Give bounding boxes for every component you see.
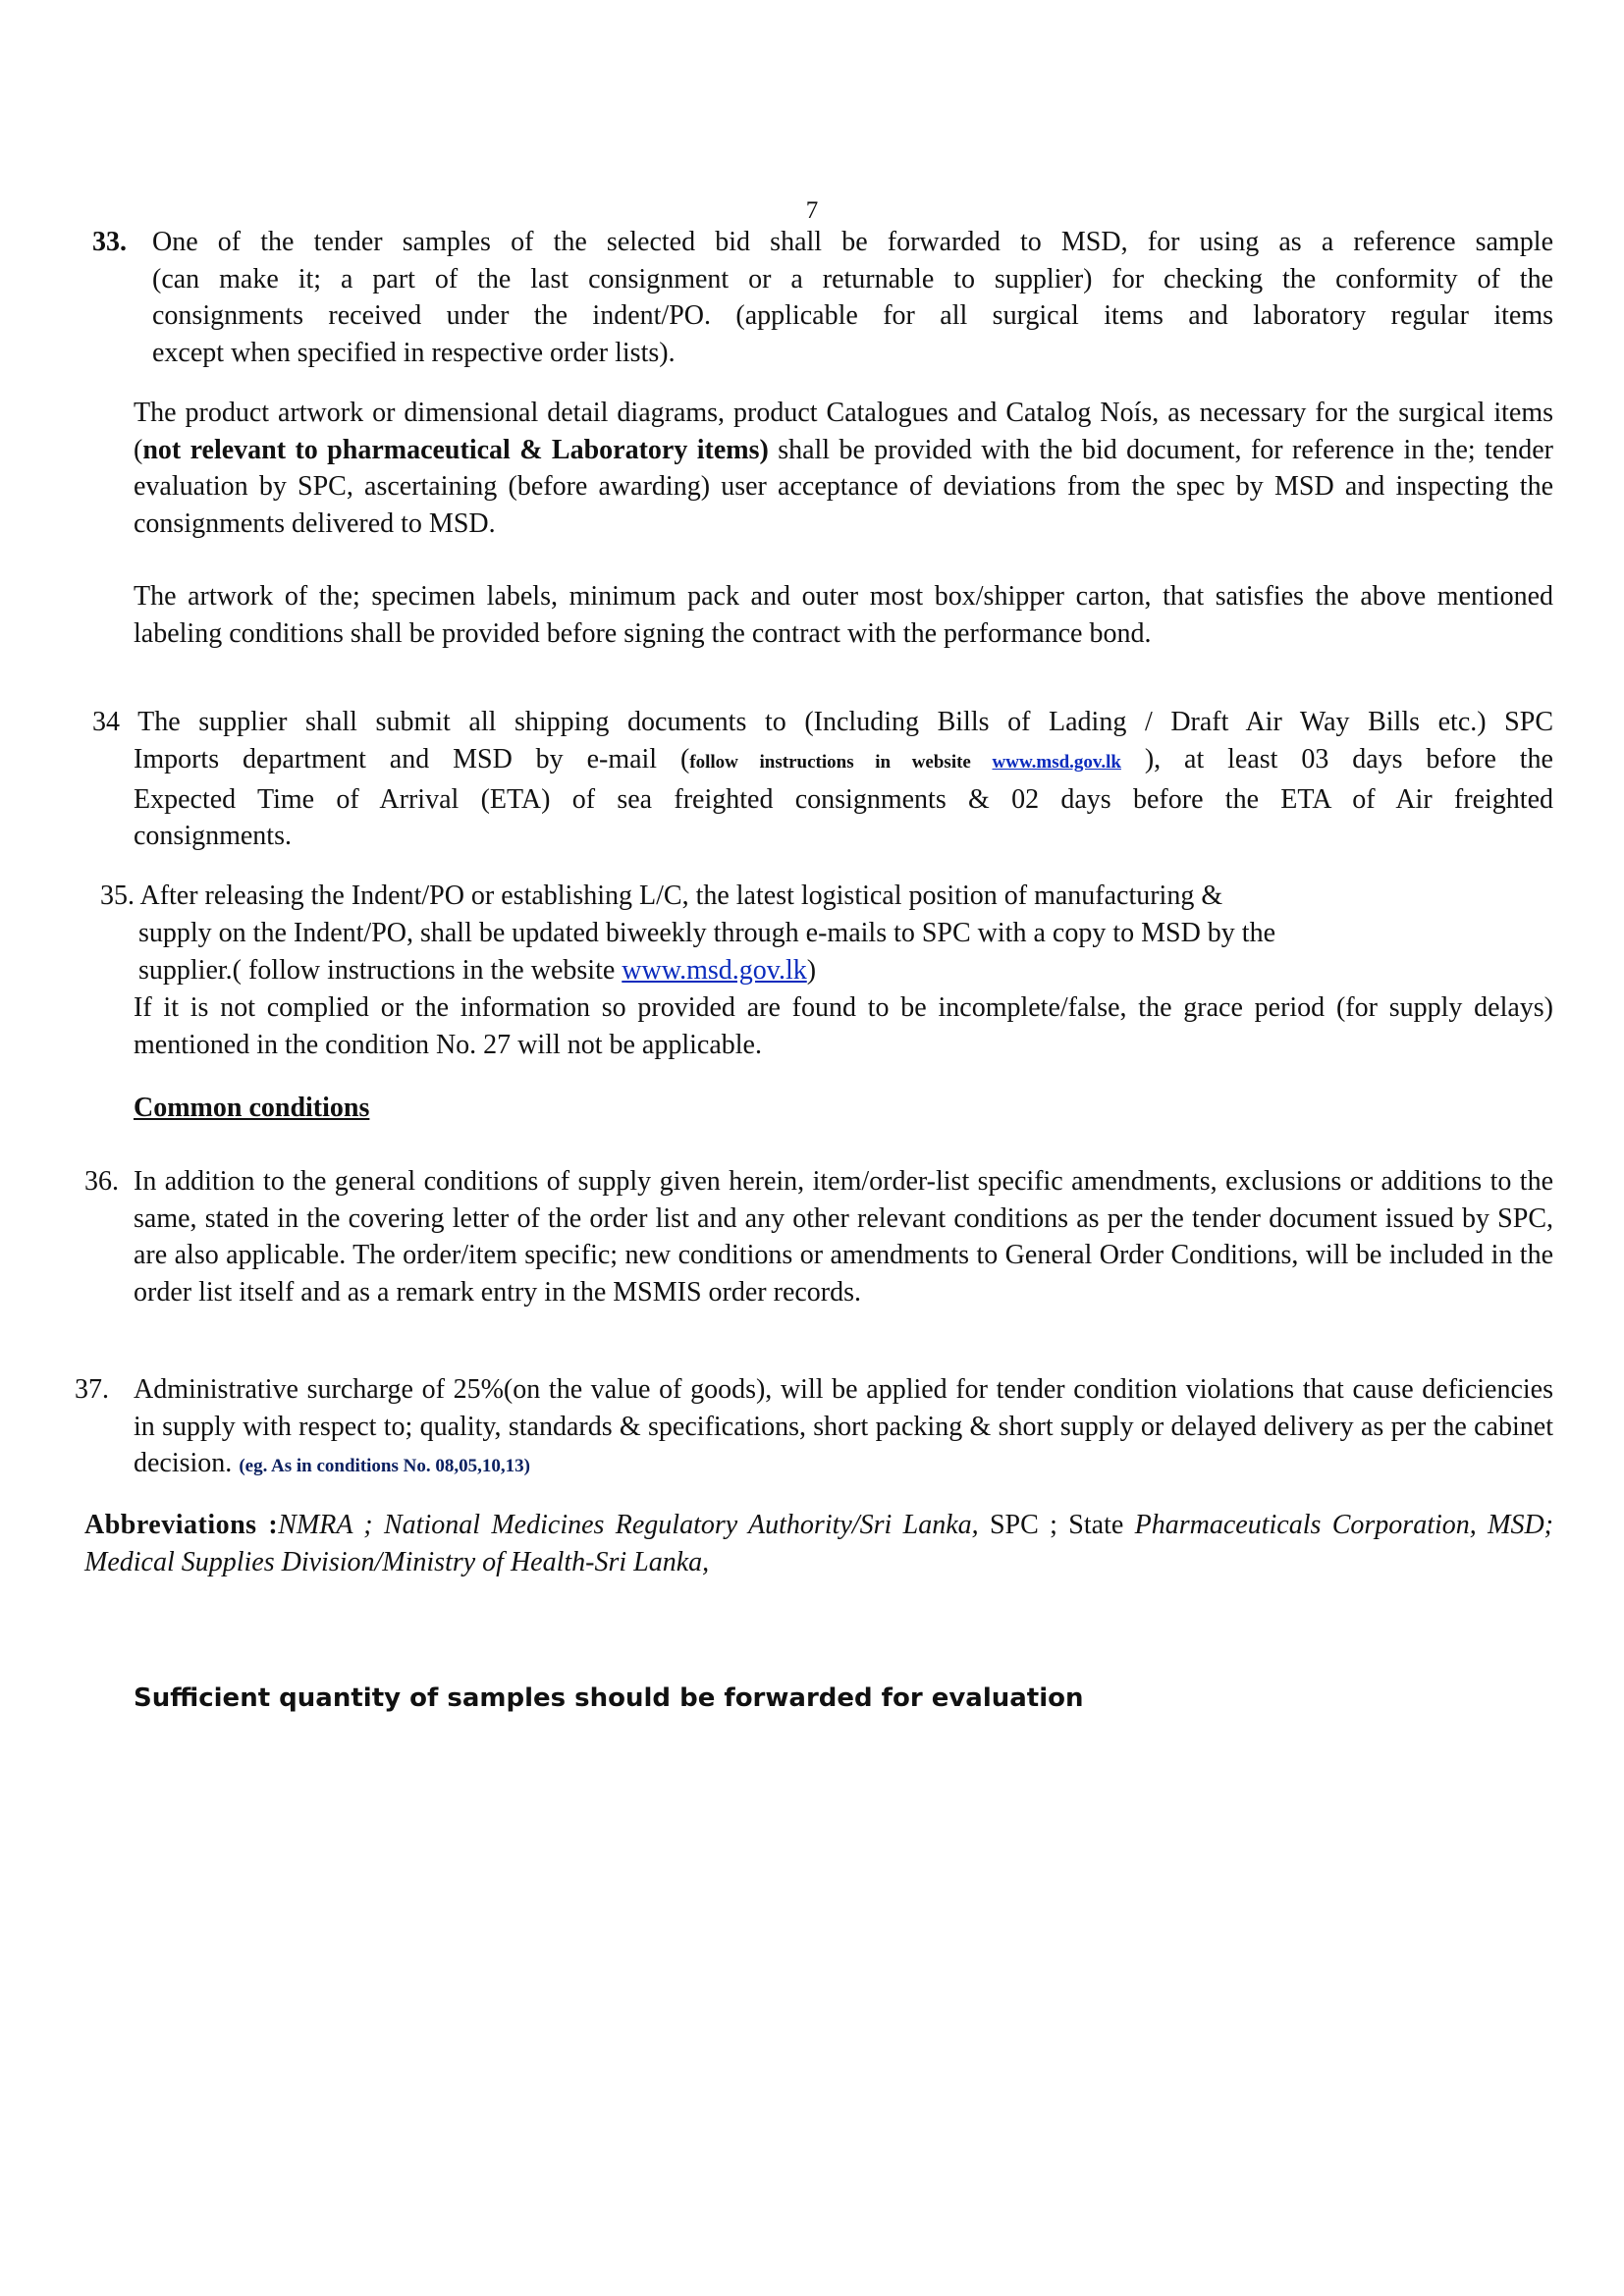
abbreviations-label: Abbreviations : — [84, 1510, 279, 1540]
para-text: In addition to the general conditions of supply given herein, item/order-list specific amendments, exclusions or additions to the same, stated in the covering letter of the order list and any other relevant conditions as per the tender document issued by SPC, are also applicable. The order/item specific; new conditions or amendments to General Order Conditions, will be included in the order list itself and as a remark entry in the MSMIS order records. — [134, 1166, 1553, 1308]
item-34-line: ), at least 03 days before the — [1120, 744, 1553, 774]
item-35-line: supplier.( follow instructions in the website — [138, 954, 623, 986]
sample-quantity-note: Sufficient quantity of samples should be forwarded for evaluation — [134, 1683, 1084, 1713]
item-35-paragraph-2 — [134, 989, 1553, 1063]
item-33-paragraph-3 — [134, 578, 1553, 652]
item-number: 34 — [92, 707, 120, 737]
abbreviations — [84, 1507, 1553, 1580]
para-text: If it is not complied or the information so provided are found to be incomplete/false, the grace period (for supply delays) mentioned in the condition No. 27 will not be applicable. — [134, 992, 1553, 1060]
para-bold-text: not relevant to pharmaceutical & Laboratory items) — [142, 434, 769, 465]
item-37-text — [134, 1371, 1553, 1485]
item-33-line: except when specified in respective order lists). — [152, 337, 676, 368]
item-33-line: (can make it; a part of the last consignment or a returnable to supplier) for checking the conformity of the — [152, 263, 1553, 294]
item-33-paragraph-2 — [134, 395, 1553, 542]
item-34-line: Expected Time of Arrival (ETA) of sea freighted consignments & 02 days before the ETA of Air freighted — [134, 783, 1553, 815]
msd-website-link[interactable]: www.msd.gov.lk — [992, 752, 1121, 773]
item-36-text — [134, 1163, 1553, 1310]
item-34-line: consignments. — [134, 821, 292, 851]
abbreviation-text: Pharmaceuticals Corporation, MSD; Medical Supplies Division/Ministry of Health-Sri Lanka, — [84, 1510, 1553, 1577]
para-text: The artwork of the; specimen labels, minimum pack and outer most box/shipper carton, that satisfies the above mentioned labeling conditions shall be provided before signing the contract with the performance bond. — [134, 581, 1553, 649]
page-number: 7 — [805, 197, 819, 224]
item-number: 35. — [100, 881, 135, 911]
para-text: shall be provided with the bid document, for reference in the; tender evaluation by SPC, ascertaining (before awarding) user acceptance of deviations from the spec by MSD and inspecting the consignments delivered to MSD. — [134, 434, 1553, 539]
item-34 — [92, 704, 1553, 741]
item-34-line: The supplier shall submit all shipping documents to (Including Bills of Lading / Draft Air Way Bills etc.) SPC — [137, 707, 1554, 737]
item-34-line: Imports department and MSD by e-mail ( — [134, 744, 690, 774]
item-35-line: ) — [806, 954, 817, 986]
item-number: 37. — [75, 1374, 109, 1405]
common-conditions-heading: Common conditions — [134, 1093, 370, 1123]
item-35-line: After releasing the Indent/PO or establishing L/C, the latest logistical position of manufacturing & — [139, 881, 1223, 911]
item-number: 33. — [92, 227, 127, 257]
item-35-cont — [138, 915, 1553, 988]
item-35-line: supply on the Indent/PO, shall be updated biweekly through e-mails to SPC with a copy to MSD by the — [138, 918, 1275, 948]
msd-website-link[interactable]: www.msd.gov.lk — [622, 954, 807, 986]
instruction-note: follow instructions in website — [689, 752, 993, 773]
item-33-number — [92, 224, 127, 261]
abbreviation-text: SPC ; State — [978, 1510, 1135, 1540]
para-text: Administrative surcharge of 25%(on the value of goods), will be applied for tender condition violations that cause deficiencies in supply with respect to; quality, standards & specifications, short packing & short supply or delayed delivery as per the cabinet decision. — [134, 1374, 1553, 1478]
item-34-cont — [134, 741, 1553, 855]
item-33-line: consignments received under the indent/PO. (applicable for all surgical items and laboratory regular items — [152, 300, 1553, 331]
item-36-number — [84, 1163, 119, 1201]
item-number: 36. — [84, 1166, 119, 1197]
para-text: The product artwork or dimensional detail diagrams, product Catalogues and Catalog Noís, as necessary for the surgical items ( — [134, 398, 1553, 465]
item-37-number — [75, 1371, 109, 1409]
conditions-note: (eg. As in conditions No. 08,05,10,13) — [239, 1456, 530, 1476]
item-35 — [100, 878, 1553, 915]
abbreviation-text: NMRA ; National Medicines Regulatory Authority/Sri Lanka, — [278, 1510, 979, 1540]
item-33-line: One of the tender samples of the selected bid shall be forwarded to MSD, for using as a reference sample — [152, 227, 1553, 257]
item-33-text — [152, 224, 1553, 371]
